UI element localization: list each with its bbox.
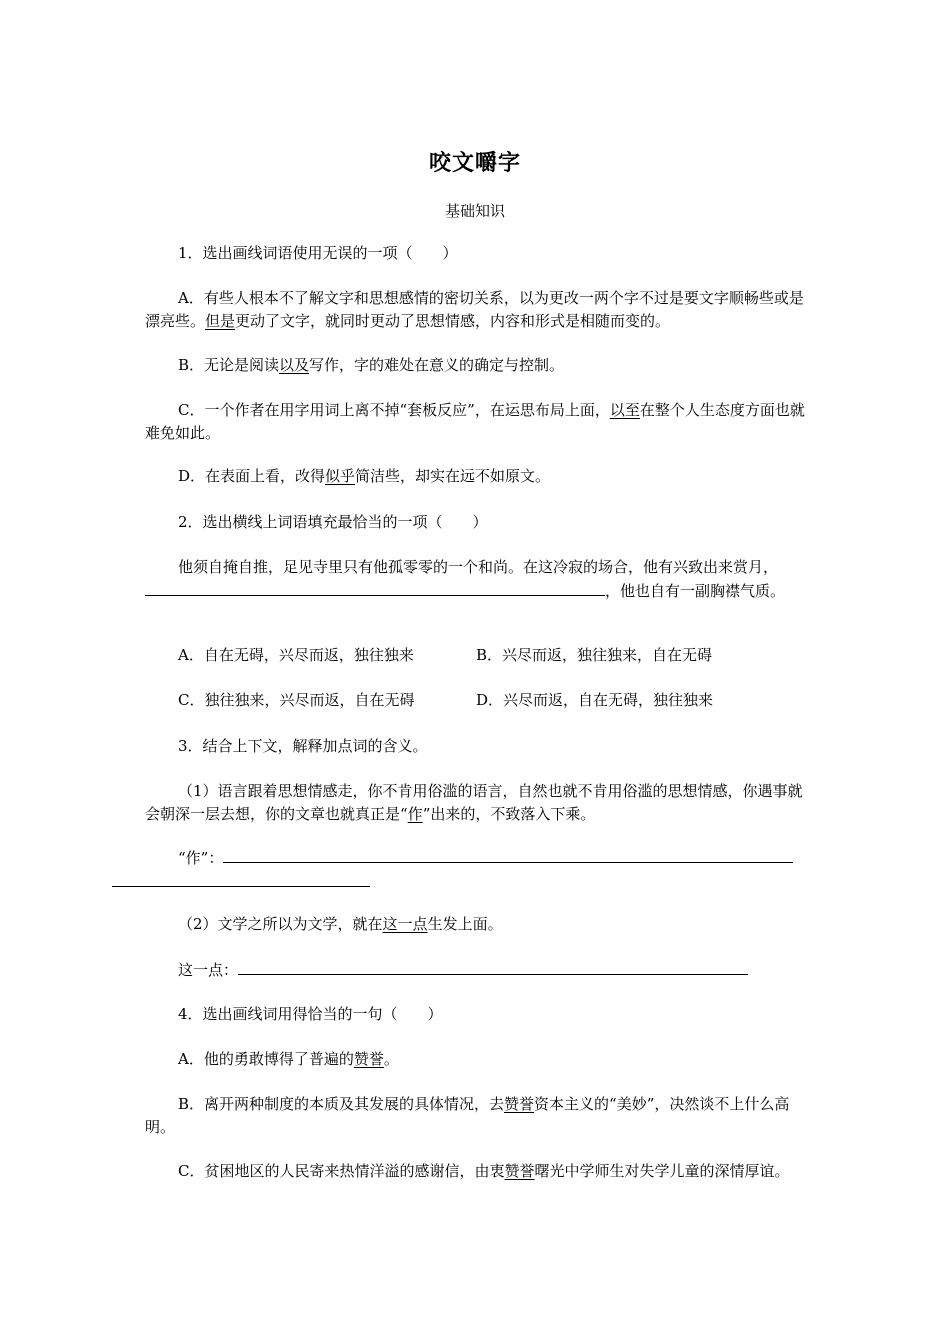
q2-options-row-1	[145, 644, 815, 667]
q2-options-row-2	[145, 689, 815, 712]
underlined-word: 赞誉	[504, 1162, 535, 1180]
underlined-word: 作	[407, 805, 423, 823]
q2-option-b: B．兴尽而返，独往独来，自在无碍	[476, 646, 713, 664]
q3-answer-1: “作”：	[145, 846, 815, 894]
answer-line-2[interactable]	[238, 958, 748, 975]
q4-stem: 4．选出画线词用得恰当的一句（ ）	[178, 1005, 443, 1023]
answer-line-1[interactable]	[223, 846, 793, 863]
q2-passage: 他须自掩自推，足见寺里只有他孤零零的一个和尚。在这冷寂的场合，他有兴致出来赏月，，他也自有一副胸襟气质。	[145, 556, 815, 603]
q1-option-d: D．在表面上看，改得似乎简洁些，却实在远不如原文。	[178, 467, 551, 485]
underlined-word: 似乎	[325, 467, 356, 485]
section-heading: 基础知识	[444, 202, 505, 220]
underlined-word: 这一点	[382, 915, 428, 933]
fill-blank-line[interactable]	[145, 579, 605, 596]
q1-option-c: C．一个作者在用字用词上离不掉“套板反应”，在运思布局上面，以至在整个人生态度方面也就难免如此。	[145, 401, 805, 442]
q2-option-d: D．兴尽而返，自在无碍，独往独来	[476, 691, 714, 709]
q4-option-a: A．他的勇敢博得了普遍的赞誉。	[178, 1050, 399, 1068]
underlined-word: 赞誉	[353, 1050, 384, 1068]
underlined-word: 以至	[609, 401, 640, 419]
q2-stem: 2．选出横线上词语填充最恰当的一项（ ）	[178, 513, 488, 531]
answer-line-1-continued[interactable]	[112, 870, 370, 887]
underlined-word: 赞誉	[504, 1095, 535, 1113]
q3-stem: 3．结合上下文，解释加点词的含义。	[178, 737, 428, 755]
underlined-word: 以及	[279, 356, 310, 374]
q2-option-c: C．独往独来，兴尽而返，自在无碍	[178, 691, 415, 709]
q3-sentence-1: （1）语言跟着思想情感走，你不肯用俗滥的语言，自然也就不肯用俗滥的思想情感，你遇事就会朝深一层去想，你的文章也就真正是“作”出来的，不致落入下乘。	[145, 782, 803, 823]
q3-sentence-2: （2）文学之所以为文学，就在这一点生发上面。	[178, 915, 503, 933]
q4-option-b: B．离开两种制度的本质及其发展的具体情况，去赞誉资本主义的“美妙”，决然谈不上什么高明。	[145, 1095, 790, 1136]
q1-option-b: B．无论是阅读以及写作，字的难处在意义的确定与控制。	[178, 356, 565, 374]
q1-option-a: A．有些人根本不了解文字和思想感情的密切关系，以为更改一两个字不过是要文字顺畅些或是漂亮些。但是更动了文字，就同时更动了思想情感，内容和形式是相随而变的。	[145, 289, 804, 330]
q2-option-a: A．自在无碍，兴尽而返，独往独来	[178, 646, 414, 664]
document-title: 咬文嚼字	[428, 150, 521, 176]
q3-answer-2: 这一点：	[145, 958, 815, 982]
underlined-word: 但是	[205, 312, 236, 330]
q4-option-c: C．贫困地区的人民寄来热情洋溢的感谢信，由衷赞誉曙光中学师生对失学儿童的深情厚谊。	[178, 1162, 790, 1180]
q1-stem: 1．选出画线词语使用无误的一项（ ）	[178, 244, 458, 262]
